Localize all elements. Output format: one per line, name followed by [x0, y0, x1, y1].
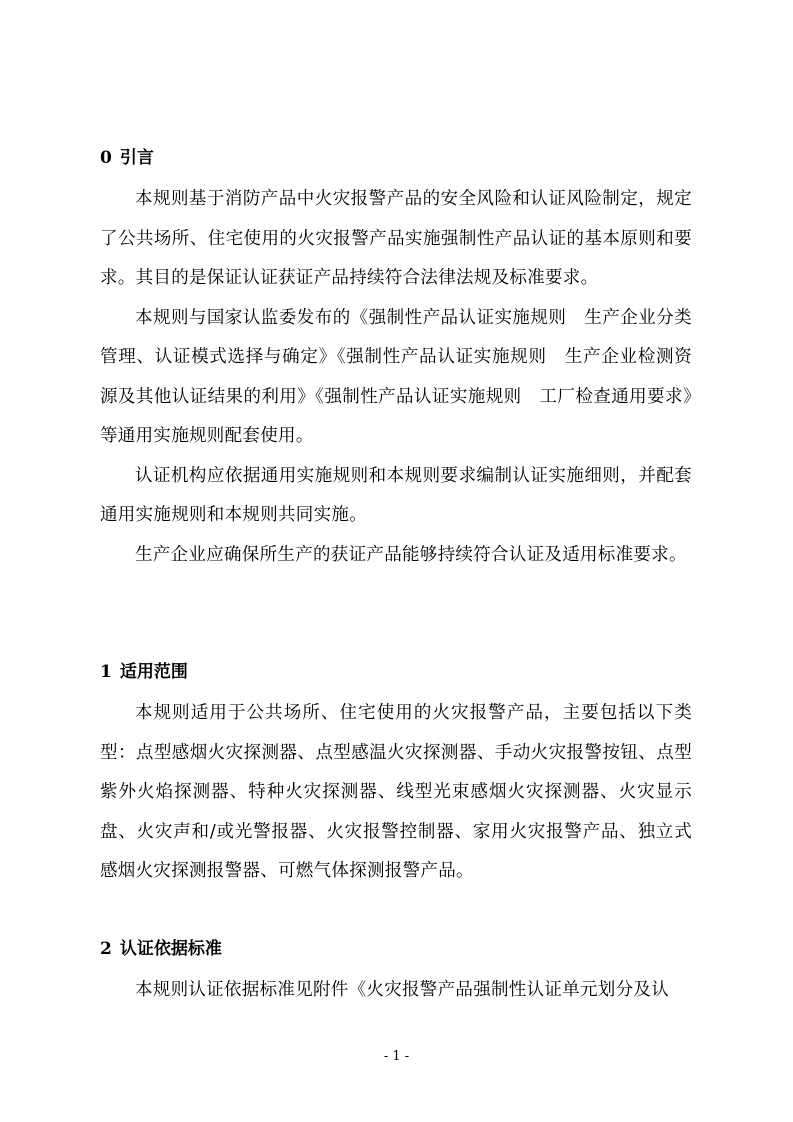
- paragraph: 本规则认证依据标准见附件《火灾报警产品强制性认证单元划分及认: [135, 980, 669, 1000]
- section-introduction: [100, 146, 692, 575]
- page-number: - 1 -: [383, 1049, 410, 1064]
- paragraph: 本规则与国家认监委发布的《强制性产品认证实施规则 生产企业分类管理、认证模式选择与确定》《强制性产品认证实施规则 生产企业检测资源及其他认证结果的利用》《强制性产品认证实施规则 工厂检查通用要求》等通用实施规则配套使用。: [100, 307, 692, 446]
- section-number: 0: [100, 148, 112, 168]
- section-title: 适用范围: [119, 662, 188, 682]
- paragraph: 本规则适用于公共场所、住宅使用的火灾报警产品，主要包括以下类型：点型感烟火灾探测器、点型感温火灾探测器、手动火灾报警按钮、点型紫外火焰探测器、特种火灾探测器、线型光束感烟火灾探测器、火灾显示盘、火灾声和/或光警报器、火灾报警控制器、家用火灾报警产品、独立式感烟火灾探测报警器、可燃气体探测报警产品。: [100, 703, 692, 881]
- section-scope: [100, 660, 692, 892]
- section-certification-standards: [100, 937, 692, 1011]
- section-title: 认证依据标准: [119, 939, 222, 959]
- section-heading: [100, 937, 692, 961]
- paragraph: 认证机构应依据通用实施规则和本规则要求编制认证实施细则，并配套通用实施规则和本规则共同实施。: [100, 465, 692, 525]
- section-number: 1: [100, 662, 112, 682]
- section-title: 引言: [119, 148, 154, 168]
- paragraph: 本规则基于消防产品中火灾报警产品的安全风险和认证风险制定，规定了公共场所、住宅使用的火灾报警产品实施强制性产品认证的基本原则和要求。其目的是保证认证获证产品持续符合法律法规及标准要求。: [100, 189, 692, 288]
- section-heading: [100, 660, 692, 684]
- section-number: 2: [100, 939, 112, 959]
- section-heading: [100, 146, 692, 170]
- paragraph: 生产企业应确保所生产的获证产品能够持续符合认证及适用标准要求。: [135, 544, 687, 565]
